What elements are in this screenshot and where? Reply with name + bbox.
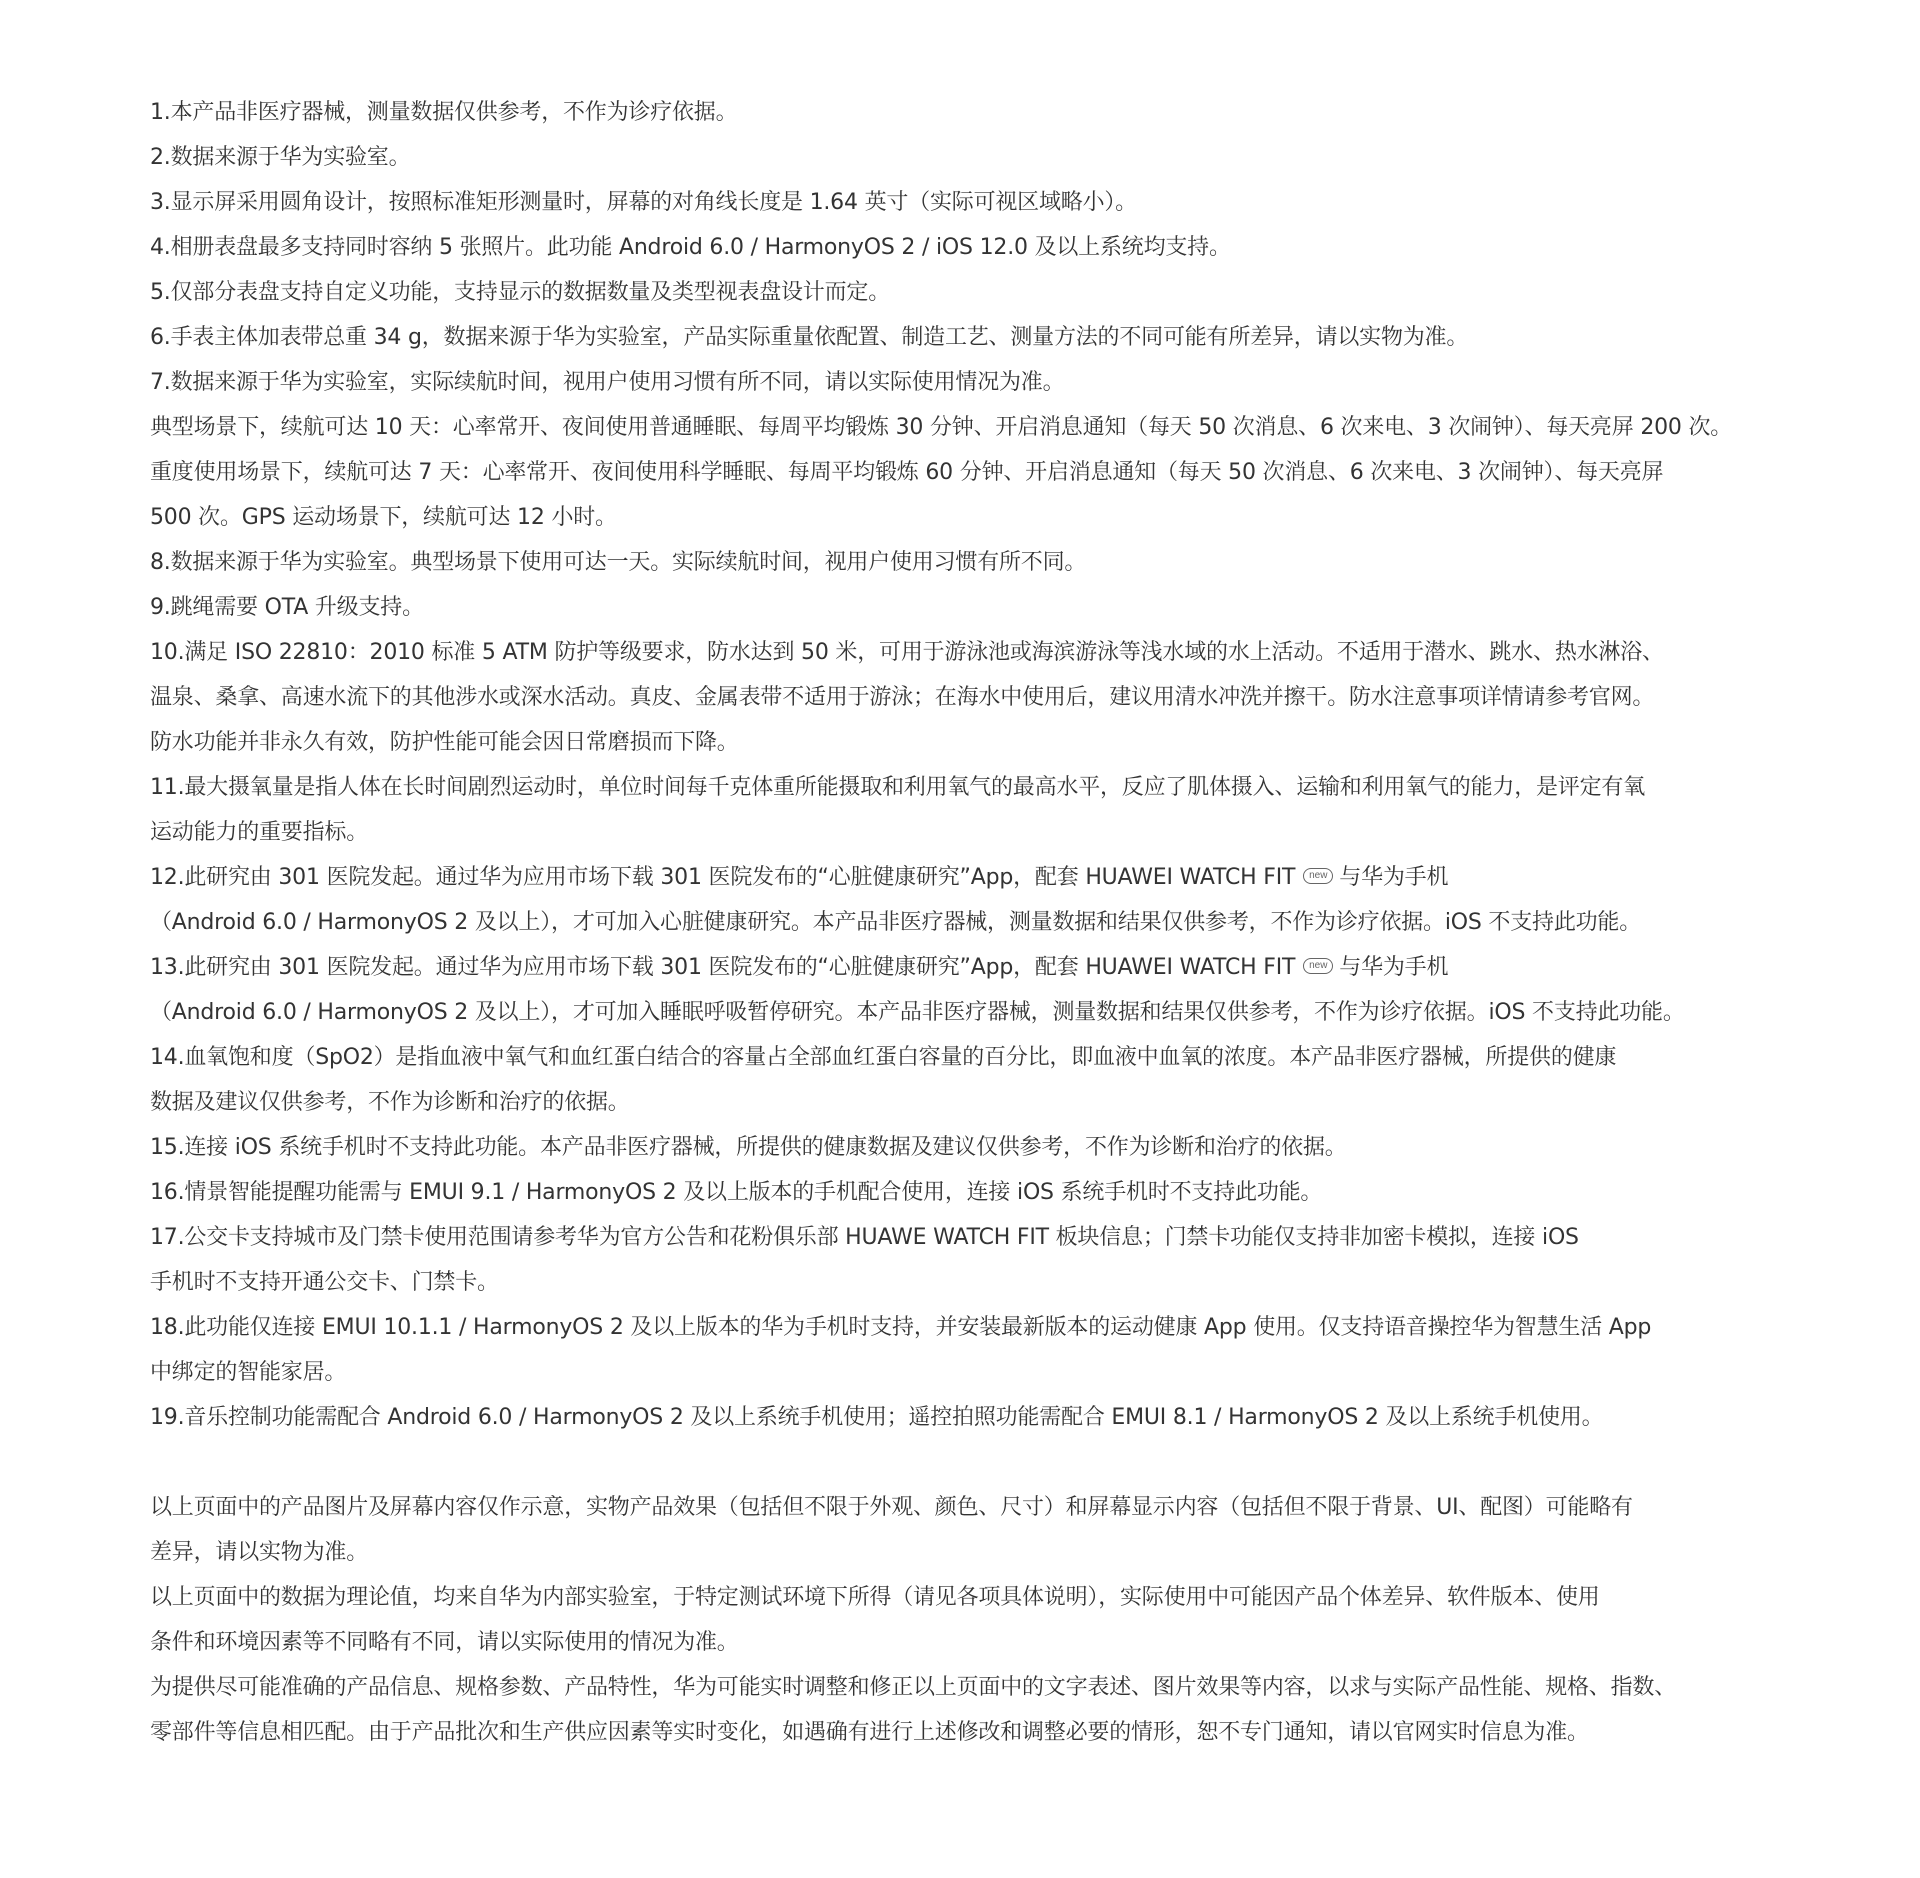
footnote-line: 16.情景智能提醒功能需与 EMUI 9.1 / HarmonyOS 2 及以上版本的手机配合使用，连接 iOS 系统手机时不支持此功能。	[150, 1180, 1323, 1205]
footnote-12-line-2: （Android 6.0 / HarmonyOS 2 及以上），才可加入心脏健康研究。本产品非医疗器械，测量数据和结果仅供参考，不作为诊疗依据。iOS 不支持此功能。	[150, 910, 1642, 935]
footnote-line: 手机时不支持开通公交卡、门禁卡。	[150, 1270, 499, 1295]
footnote-list	[150, 90, 1812, 1440]
new-badge-icon: new	[1303, 868, 1333, 884]
footnote-line: 温泉、桑拿、高速水流下的其他涉水或深水活动。真皮、金属表带不适用于游泳；在海水中使用后，建议用清水冲洗并擦干。防水注意事项详情请参考官网。	[150, 685, 1655, 710]
footnote-line: 9.跳绳需要 OTA 升级支持。	[150, 595, 424, 620]
footnote-line: 1.本产品非医疗器械，测量数据仅供参考，不作为诊疗依据。	[150, 100, 738, 125]
footnote-line: 19.音乐控制功能需配合 Android 6.0 / HarmonyOS 2 及以上系统手机使用；遥控拍照功能需配合 EMUI 8.1 / HarmonyOS 2 及以上系统手机使用。	[150, 1405, 1604, 1430]
footnote-line: 数据及建议仅供参考，不作为诊断和治疗的依据。	[150, 1090, 630, 1115]
footnote-line: 11.最大摄氧量是指人体在长时间剧烈运动时，单位时间每千克体重所能摄取和利用氧气的最高水平，反应了肌体摄入、运输和利用氧气的能力，是评定有氧	[150, 775, 1645, 800]
footnote-line: 17.公交卡支持城市及门禁卡使用范围请参考华为官方公告和花粉俱乐部 HUAWE WATCH FIT 板块信息；门禁卡功能仅支持非加密卡模拟，连接 iOS	[150, 1225, 1579, 1250]
footnote-13-text: 13.此研究由 301 医院发起。通过华为应用市场下载 301 医院发布的“心脏健康研究”App，配套 HUAWEI WATCH FIT	[150, 955, 1296, 980]
disclaimer-line: 为提供尽可能准确的产品信息、规格参数、产品特性，华为可能实时调整和修正以上页面中的文字表述、图片效果等内容，以求与实际产品性能、规格、指数、	[150, 1675, 1677, 1700]
footnote-line: 5.仅部分表盘支持自定义功能，支持显示的数据数量及类型视表盘设计而定。	[150, 280, 890, 305]
footnote-line: 典型场景下，续航可达 10 天：心率常开、夜间使用普通睡眠、每周平均锻炼 30 分钟、开启消息通知（每天 50 次消息、6 次来电、3 次闹钟）、每天亮屏 200 次。	[150, 415, 1733, 440]
footnote-line: 8.数据来源于华为实验室。典型场景下使用可达一天。实际续航时间，视用户使用习惯有所不同。	[150, 550, 1087, 575]
footnote-line: 7.数据来源于华为实验室，实际续航时间，视用户使用习惯有所不同，请以实际使用情况为准。	[150, 370, 1065, 395]
disclaimer-line: 零部件等信息相匹配。由于产品批次和生产供应因素等实时变化，如遇确有进行上述修改和调整必要的情形，恕不专门通知，请以官网实时信息为准。	[150, 1720, 1589, 1745]
new-badge-icon: new	[1303, 958, 1333, 974]
footnote-line: 14.血氧饱和度（SpO2）是指血液中氧气和血红蛋白结合的容量占全部血红蛋白容量的百分比，即血液中血氧的浓度。本产品非医疗器械，所提供的健康	[150, 1045, 1617, 1070]
disclaimer-section	[150, 1485, 1812, 1755]
footnote-line: 中绑定的智能家居。	[150, 1360, 347, 1385]
footnote-line: 500 次。GPS 运动场景下，续航可达 12 小时。	[150, 505, 617, 530]
footnotes-page	[150, 90, 1812, 1755]
disclaimer-line: 以上页面中的产品图片及屏幕内容仅作示意，实物产品效果（包括但不限于外观、颜色、尺寸）和屏幕显示内容（包括但不限于背景、UI、配图）可能略有	[150, 1495, 1633, 1520]
footnote-line: 6.手表主体加表带总重 34 g，数据来源于华为实验室，产品实际重量依配置、制造工艺、测量方法的不同可能有所差异，请以实物为准。	[150, 325, 1469, 350]
footnote-line: 重度使用场景下，续航可达 7 天：心率常开、夜间使用科学睡眠、每周平均锻炼 60 分钟、开启消息通知（每天 50 次消息、6 次来电、3 次闹钟）、每天亮屏	[150, 460, 1664, 485]
footnote-line: 4.相册表盘最多支持同时容纳 5 张照片。此功能 Android 6.0 / HarmonyOS 2 / iOS 12.0 及以上系统均支持。	[150, 235, 1231, 260]
footnote-13-text-end: 与华为手机	[1339, 955, 1449, 980]
footnote-line: 3.显示屏采用圆角设计，按照标准矩形测量时，屏幕的对角线长度是 1.64 英寸（实际可视区域略小）。	[150, 190, 1137, 215]
footnote-13-line-1	[150, 945, 1812, 990]
footnote-12-text: 12.此研究由 301 医院发起。通过华为应用市场下载 301 医院发布的“心脏健康研究”App，配套 HUAWEI WATCH FIT	[150, 865, 1296, 890]
footnote-line: 运动能力的重要指标。	[150, 820, 369, 845]
footnote-12-line-1	[150, 855, 1812, 900]
footnote-13-line-2: （Android 6.0 / HarmonyOS 2 及以上），才可加入睡眠呼吸暂停研究。本产品非医疗器械，测量数据和结果仅供参考，不作为诊疗依据。iOS 不支持此功能。	[150, 1000, 1685, 1025]
disclaimer-line: 条件和环境因素等不同略有不同，请以实际使用的情况为准。	[150, 1630, 739, 1655]
section-gap	[150, 1440, 1812, 1485]
disclaimer-line: 以上页面中的数据为理论值，均来自华为内部实验室，于特定测试环境下所得（请见各项具体说明），实际使用中可能因产品个体差异、软件版本、使用	[150, 1585, 1600, 1610]
footnote-line: 防水功能并非永久有效，防护性能可能会因日常磨损而下降。	[150, 730, 739, 755]
footnote-line: 15.连接 iOS 系统手机时不支持此功能。本产品非医疗器械，所提供的健康数据及建议仅供参考，不作为诊断和治疗的依据。	[150, 1135, 1347, 1160]
footnote-12-text-end: 与华为手机	[1339, 865, 1449, 890]
footnote-line: 18.此功能仅连接 EMUI 10.1.1 / HarmonyOS 2 及以上版本的华为手机时支持，并安装最新版本的运动健康 App 使用。仅支持语音操控华为智慧生活 App	[150, 1315, 1652, 1340]
disclaimer-line: 差异，请以实物为准。	[150, 1540, 369, 1565]
footnote-line: 2.数据来源于华为实验室。	[150, 145, 411, 170]
footnote-line: 10.满足 ISO 22810：2010 标准 5 ATM 防护等级要求，防水达到 50 米，可用于游泳池或海滨游泳等浅水域的水上活动。不适用于潜水、跳水、热水淋浴、	[150, 640, 1664, 665]
